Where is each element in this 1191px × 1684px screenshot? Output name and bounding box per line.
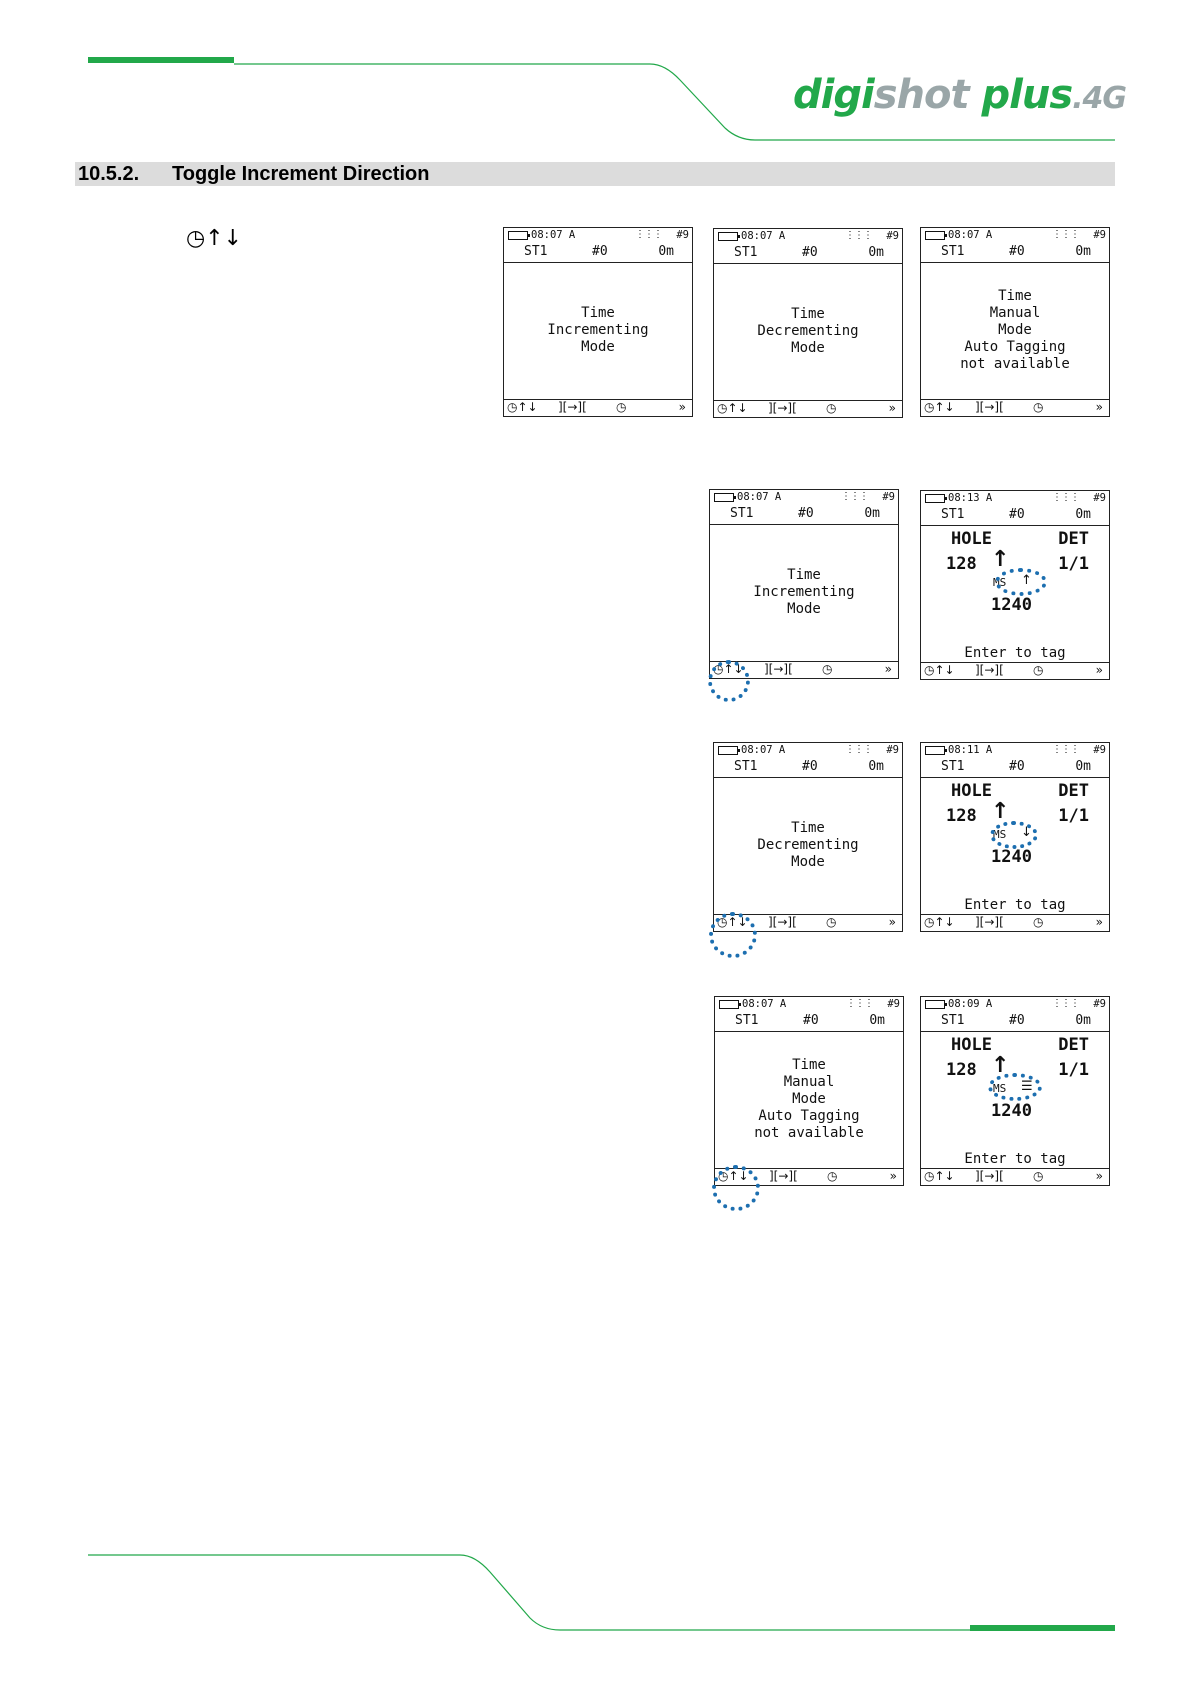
highlight-toggle-icon (712, 1165, 760, 1211)
count: #0 (1009, 244, 1025, 259)
channel: #9 (886, 744, 899, 756)
station-id: ST1 (734, 759, 758, 774)
tag-prompt: Enter to tag (964, 897, 1066, 913)
info-row (715, 1011, 903, 1032)
hole-label: HOLE (951, 1035, 992, 1055)
toggle-direction-softkey[interactable]: ◷↑↓ (924, 915, 955, 929)
det-label: DET (1058, 1035, 1089, 1055)
footer-line (88, 1555, 970, 1630)
signal-icon: ⋮⋮⋮ (1052, 492, 1079, 503)
status-bar (921, 743, 1109, 757)
screen-message: Time Decrementing Mode (757, 820, 859, 870)
count: #0 (803, 1013, 819, 1028)
highlight-ms-indicator (995, 568, 1047, 596)
more-softkey[interactable]: » (1095, 915, 1103, 929)
hole-number: 128 (946, 806, 977, 826)
toggle-direction-softkey[interactable]: ◷↑↓ (507, 400, 538, 414)
clock: 08:07 A (531, 229, 576, 241)
more-softkey[interactable]: » (889, 1169, 897, 1183)
toggle-direction-softkey[interactable]: ◷↑↓ (713, 662, 744, 676)
info-row (714, 757, 902, 778)
battery-icon (508, 231, 528, 240)
hole-label: HOLE (951, 781, 992, 801)
toggle-direction-icon: ◷↑↓ (186, 226, 243, 251)
toggle-direction-softkey[interactable]: ◷↑↓ (717, 401, 748, 415)
more-softkey[interactable]: » (678, 400, 686, 414)
highlight-ms-indicator (990, 821, 1038, 849)
softkey-bar (504, 399, 692, 416)
det-number: 1/1 (1058, 1060, 1089, 1080)
softkey-bar (921, 662, 1109, 679)
up-arrow-icon: ↑ (991, 1053, 1010, 1078)
signal-icon: ⋮⋮⋮ (841, 491, 868, 502)
battery-icon (925, 231, 945, 240)
battery-icon (925, 1000, 945, 1009)
clock-softkey[interactable]: ◷ (826, 915, 837, 929)
battery-icon (719, 1000, 739, 1009)
channel: #9 (1093, 229, 1106, 241)
device-screen (503, 227, 693, 417)
interval-softkey[interactable]: ][→][ (769, 1169, 798, 1183)
count: #0 (802, 759, 818, 774)
station-id: ST1 (730, 506, 754, 521)
softkey-bar (921, 399, 1109, 416)
device-screen (920, 227, 1110, 417)
info-row (714, 243, 902, 264)
clock: 08:07 A (741, 744, 786, 756)
toggle-direction-softkey[interactable]: ◷↑↓ (924, 400, 955, 414)
signal-icon: ⋮⋮⋮ (1052, 998, 1079, 1009)
info-row (921, 505, 1109, 526)
brand-logo: digishot plus.4G (793, 72, 1127, 118)
clock: 08:07 A (742, 998, 787, 1010)
device-screen (713, 228, 903, 418)
softkey-bar (921, 1168, 1109, 1185)
station-id: ST1 (941, 759, 965, 774)
distance: 0m (864, 506, 880, 521)
more-softkey[interactable]: » (1095, 663, 1103, 677)
clock-softkey[interactable]: ◷ (1033, 400, 1044, 414)
distance: 0m (1075, 244, 1091, 259)
more-softkey[interactable]: » (888, 401, 896, 415)
distance: 0m (1075, 759, 1091, 774)
screen-message: Time Incrementing Mode (547, 305, 649, 355)
interval-softkey[interactable]: ][→][ (975, 915, 1004, 929)
channel: #9 (886, 230, 899, 242)
det-label: DET (1058, 529, 1089, 549)
info-row (504, 242, 692, 263)
screen-message: Time Incrementing Mode (753, 567, 855, 617)
delay-time: 1240 (991, 1101, 1032, 1121)
det-label: DET (1058, 781, 1089, 801)
count: #0 (802, 245, 818, 260)
toggle-direction-softkey[interactable]: ◷↑↓ (924, 1169, 955, 1183)
mode-indicator-icon: ☰ (1021, 1079, 1033, 1094)
status-bar (710, 490, 898, 504)
det-number: 1/1 (1058, 806, 1089, 826)
toggle-direction-softkey[interactable]: ◷↑↓ (717, 915, 748, 929)
station-id: ST1 (735, 1013, 759, 1028)
status-bar (921, 228, 1109, 242)
softkey-bar (714, 400, 902, 417)
highlight-ms-indicator (988, 1073, 1042, 1101)
ms-label: MS (993, 576, 1007, 589)
interval-softkey[interactable]: ][→][ (768, 401, 797, 415)
count: #0 (1009, 507, 1025, 522)
up-arrow-icon: ↑ (991, 547, 1010, 572)
signal-icon: ⋮⋮⋮ (1052, 744, 1079, 755)
info-row (921, 757, 1109, 778)
distance: 0m (869, 1013, 885, 1028)
channel: #9 (887, 998, 900, 1010)
more-softkey[interactable]: » (1095, 1169, 1103, 1183)
status-bar (504, 228, 692, 242)
highlight-toggle-icon (708, 660, 750, 702)
clock: 08:11 A (948, 744, 993, 756)
clock-softkey[interactable]: ◷ (1033, 915, 1044, 929)
info-row (921, 1011, 1109, 1032)
up-arrow-icon: ↑ (991, 799, 1010, 824)
status-bar (921, 491, 1109, 505)
footer-green-bar (970, 1625, 1115, 1631)
clock: 08:13 A (948, 492, 993, 504)
signal-icon: ⋮⋮⋮ (1052, 229, 1079, 240)
hole-number: 128 (946, 1060, 977, 1080)
clock-softkey[interactable]: ◷ (822, 662, 833, 676)
toggle-direction-softkey[interactable]: ◷↑↓ (924, 663, 955, 677)
more-softkey[interactable]: » (888, 915, 896, 929)
station-id: ST1 (524, 244, 548, 259)
battery-icon (714, 493, 734, 502)
clock-softkey[interactable]: ◷ (826, 401, 837, 415)
channel: #9 (1093, 744, 1106, 756)
clock-softkey[interactable]: ◷ (827, 1169, 838, 1183)
interval-softkey[interactable]: ][→][ (764, 662, 793, 676)
delay-time: 1240 (991, 847, 1032, 867)
toggle-direction-softkey[interactable]: ◷↑↓ (718, 1169, 749, 1183)
section-number: 10.5.2. (78, 163, 140, 185)
signal-icon: ⋮⋮⋮ (845, 230, 872, 241)
battery-icon (925, 746, 945, 755)
tag-prompt: Enter to tag (964, 1151, 1066, 1167)
interval-softkey[interactable]: ][→][ (558, 400, 587, 414)
battery-icon (718, 232, 738, 241)
station-id: ST1 (941, 507, 965, 522)
info-row (710, 504, 898, 525)
clock-softkey[interactable]: ◷ (1033, 663, 1044, 677)
ms-label: MS (993, 828, 1007, 841)
section-title: Toggle Increment Direction (172, 163, 430, 185)
clock: 08:07 A (741, 230, 786, 242)
distance: 0m (1075, 507, 1091, 522)
channel: #9 (882, 491, 895, 503)
highlight-toggle-icon (709, 912, 757, 958)
delay-time: 1240 (991, 595, 1032, 615)
hole-number: 128 (946, 554, 977, 574)
interval-softkey[interactable]: ][→][ (975, 1169, 1004, 1183)
station-id: ST1 (941, 244, 965, 259)
device-screen (709, 489, 899, 679)
station-id: ST1 (734, 245, 758, 260)
screen-message: Time Manual Mode Auto Tagging not available (960, 288, 1070, 372)
count: #0 (592, 244, 608, 259)
info-row (921, 242, 1109, 263)
clock: 08:09 A (948, 998, 993, 1010)
status-bar (714, 229, 902, 243)
channel: #9 (1093, 998, 1106, 1010)
clock-softkey[interactable]: ◷ (1033, 1169, 1044, 1183)
battery-icon (718, 746, 738, 755)
softkey-bar (921, 914, 1109, 931)
channel: #9 (1093, 492, 1106, 504)
det-number: 1/1 (1058, 554, 1089, 574)
mode-indicator-icon: ↓ (1021, 825, 1032, 840)
clock: 08:07 A (737, 491, 782, 503)
clock-softkey[interactable]: ◷ (616, 400, 627, 414)
more-softkey[interactable]: » (1095, 400, 1103, 414)
clock: 08:07 A (948, 229, 993, 241)
distance: 0m (658, 244, 674, 259)
screen-message: Time Manual Mode Auto Tagging not available (754, 1057, 864, 1141)
device-screen (714, 996, 904, 1186)
station-id: ST1 (941, 1013, 965, 1028)
channel: #9 (676, 229, 689, 241)
status-bar (715, 997, 903, 1011)
header-green-bar (88, 57, 234, 63)
device-screen (713, 742, 903, 932)
distance: 0m (868, 245, 884, 260)
mode-indicator-icon: ↑ (1021, 573, 1032, 588)
signal-icon: ⋮⋮⋮ (846, 998, 873, 1009)
distance: 0m (1075, 1013, 1091, 1028)
interval-softkey[interactable]: ][→][ (975, 400, 1004, 414)
status-bar (714, 743, 902, 757)
signal-icon: ⋮⋮⋮ (635, 229, 662, 240)
count: #0 (798, 506, 814, 521)
interval-softkey[interactable]: ][→][ (768, 915, 797, 929)
battery-icon (925, 494, 945, 503)
interval-softkey[interactable]: ][→][ (975, 663, 1004, 677)
distance: 0m (868, 759, 884, 774)
more-softkey[interactable]: » (884, 662, 892, 676)
count: #0 (1009, 1013, 1025, 1028)
hole-label: HOLE (951, 529, 992, 549)
screen-message: Time Decrementing Mode (757, 306, 859, 356)
signal-icon: ⋮⋮⋮ (845, 744, 872, 755)
ms-label: MS (993, 1082, 1007, 1095)
count: #0 (1009, 759, 1025, 774)
status-bar (921, 997, 1109, 1011)
tag-prompt: Enter to tag (964, 645, 1066, 661)
